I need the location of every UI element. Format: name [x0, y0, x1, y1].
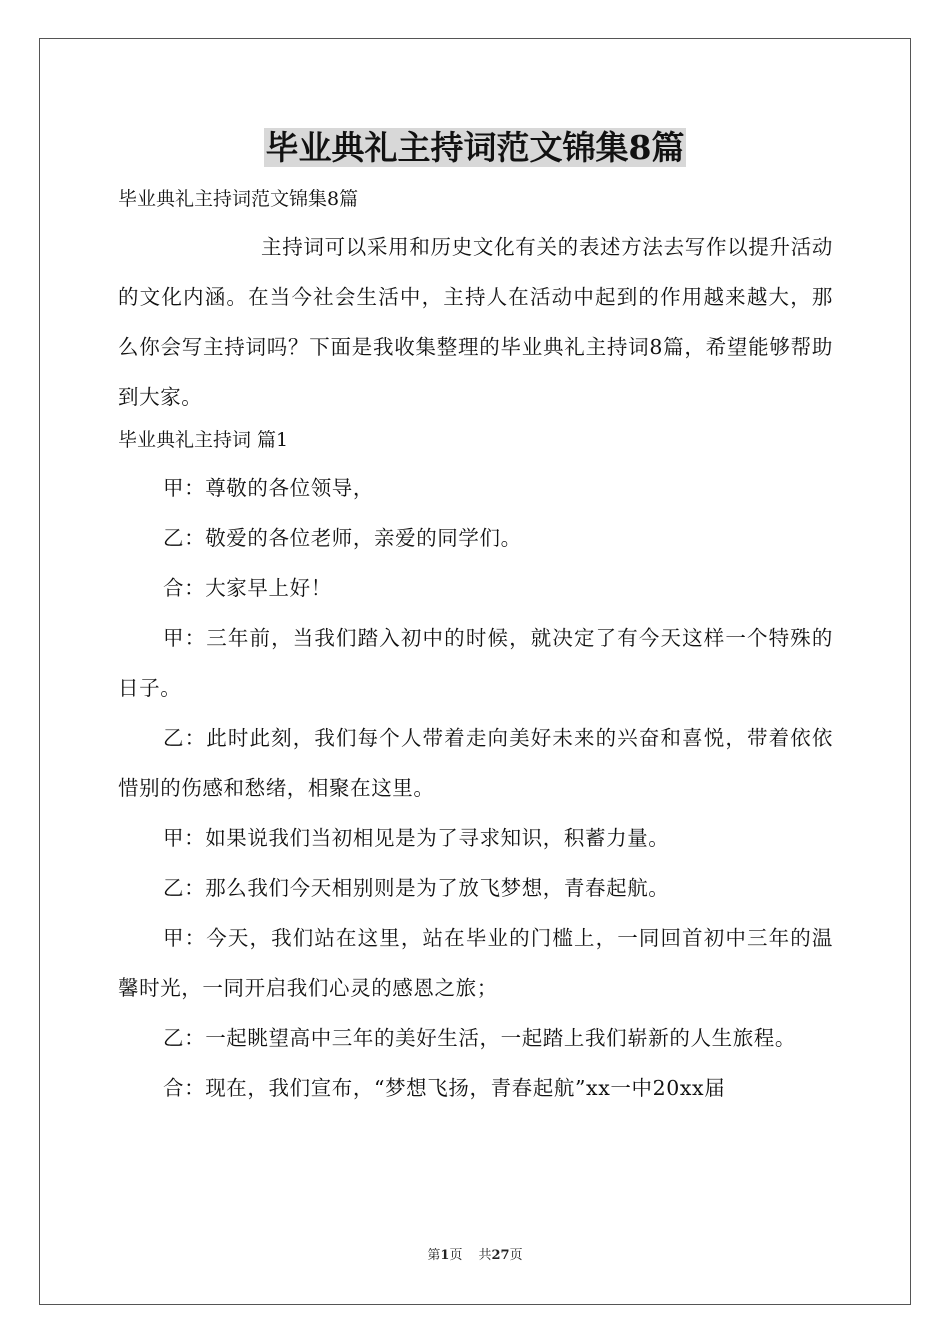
- document-body: [118, 183, 833, 1113]
- dialogue-line: 合：现在，我们宣布，“梦想飞扬，青春起航”xx一中20xx届: [163, 1076, 726, 1100]
- dialogue-line: 甲：如果说我们当初相见是为了寻求知识，积蓄力量。: [163, 826, 670, 850]
- dialogue-line: 甲：尊敬的各位领导，: [163, 476, 374, 500]
- page-number: 1: [440, 1248, 450, 1263]
- dialogue-line: 甲：今天，我们站在这里，站在毕业的门槛上，一同回首初中三年的温馨时光，一同开启我们心灵的感恩之旅；: [118, 926, 833, 1000]
- total-suffix: 页: [509, 1248, 523, 1263]
- dialogue-line: 乙：那么我们今天相别则是为了放飞梦想，青春起航。: [163, 876, 670, 900]
- dialogue-line: 甲：三年前，当我们踏入初中的时候，就决定了有今天这样一个特殊的日子。: [118, 626, 833, 700]
- page-footer: [0, 1247, 950, 1265]
- page-suffix: 页: [449, 1248, 463, 1263]
- document-subtitle: 毕业典礼主持词范文锦集8篇: [118, 188, 359, 210]
- dialogue-line: 合：大家早上好！: [163, 576, 332, 600]
- dialogue-line: 乙：此时此刻，我们每个人带着走向美好未来的兴奋和喜悦，带着依依惜别的伤感和愁绪，相聚在这里。: [118, 726, 833, 800]
- dialogue-line: 乙：敬爱的各位老师，亲爱的同学们。: [163, 526, 522, 550]
- page-prefix: 第: [427, 1248, 441, 1263]
- total-prefix: 共: [478, 1248, 492, 1263]
- document-title: [0, 126, 950, 170]
- total-pages: 27: [491, 1248, 510, 1263]
- section-heading: 毕业典礼主持词 篇1: [118, 429, 289, 451]
- document-title-text: 毕业典礼主持词范文锦集8篇: [265, 128, 685, 167]
- intro-paragraph: 主持词可以采用和历史文化有关的表述方法去写作以提升活动的文化内涵。在当今社会生活中，主持人在活动中起到的作用越来越大，那么你会写主持词吗？下面是我收集整理的毕业典礼主持词8篇，希望能够帮助到大家。: [118, 235, 833, 409]
- dialogue-line: 乙：一起眺望高中三年的美好生活，一起踏上我们崭新的人生旅程。: [163, 1026, 796, 1050]
